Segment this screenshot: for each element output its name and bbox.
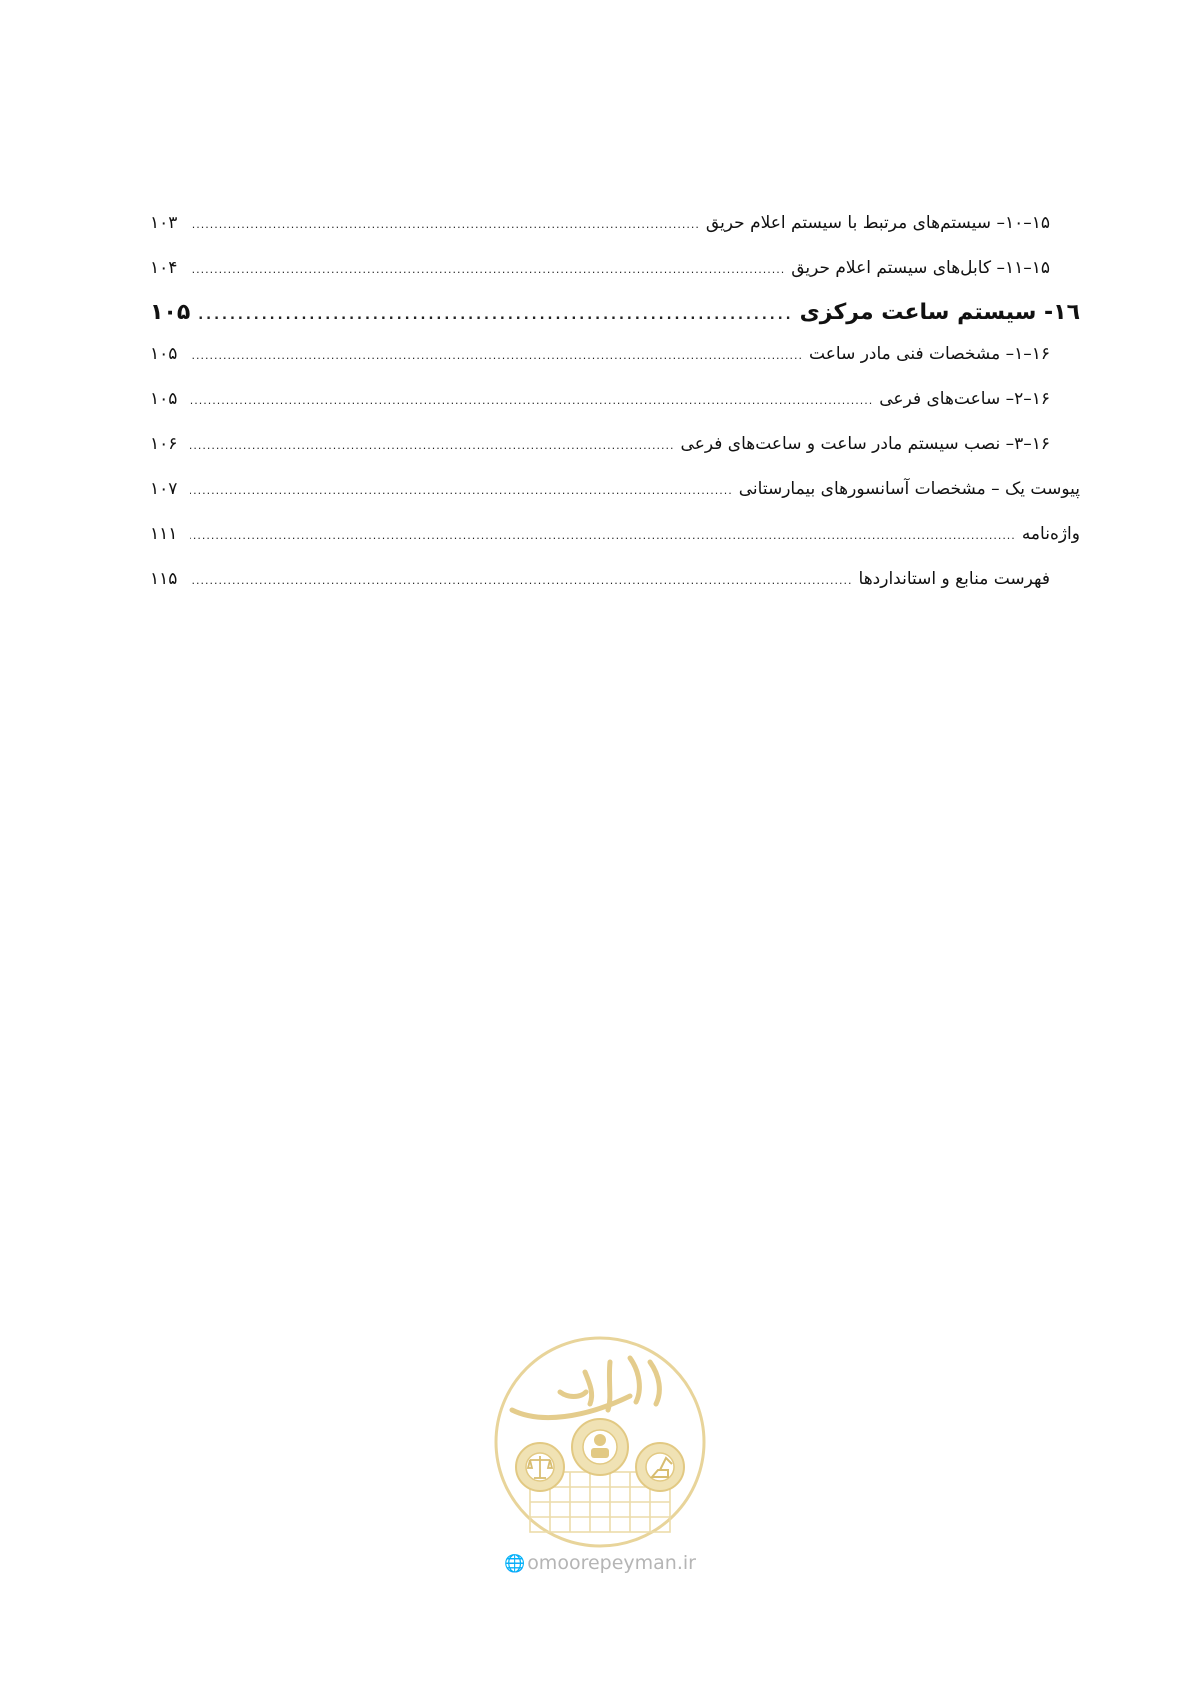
watermark-site: 🌐 omoorepeyman.ir	[504, 1552, 696, 1574]
toc-entry-16-2[interactable]	[150, 388, 1080, 410]
toc-entry-title: فهرست منابع و استانداردها	[858, 569, 1050, 589]
watermark-logo	[490, 1332, 710, 1552]
toc-leader-dots	[190, 345, 803, 367]
toc-page-number: ۱۰۳	[150, 213, 178, 233]
toc-page-number: ۱۰۵	[150, 389, 178, 409]
toc-page-number: ۱۰۵	[150, 300, 191, 325]
toc-leader-dots	[190, 259, 785, 281]
toc-leader-dots	[190, 570, 853, 592]
toc-entry-title: ۱۶–۱– مشخصات فنی مادر ساعت	[809, 344, 1050, 364]
toc-entry-16-1[interactable]	[150, 343, 1080, 365]
toc-entry-glossary[interactable]	[150, 523, 1080, 545]
toc-entry-16-3[interactable]	[150, 433, 1080, 455]
toc-leader-dots	[196, 301, 793, 331]
calligraphy-mark	[512, 1358, 659, 1418]
toc-entry-title: ۱۵–۱۰– سیستم‌های مرتبط با سیستم اعلام حریق	[705, 213, 1050, 233]
toc-page-number: ۱۰۶	[150, 434, 178, 454]
toc-entry-title: پیوست یک – مشخصات آسانسورهای بیمارستانی	[738, 479, 1080, 499]
toc-entry-title: واژه‌نامه	[1021, 524, 1080, 544]
toc-entry-references[interactable]	[150, 568, 1080, 590]
toc-entry-15-10[interactable]	[150, 212, 1080, 234]
toc-page-number: ۱۱۵	[150, 569, 178, 589]
toc-page-number: ۱۰۴	[150, 258, 178, 278]
toc-entry-15-11[interactable]	[150, 257, 1080, 279]
toc-entry-16[interactable]	[150, 298, 1080, 328]
toc-leader-dots	[190, 435, 675, 457]
toc-leader-dots	[190, 480, 733, 502]
toc-page-number: ۱۰۷	[150, 479, 178, 499]
toc-entry-appendix-1[interactable]	[150, 478, 1080, 500]
toc-page-number: ۱۰۵	[150, 344, 178, 364]
table-of-contents	[150, 212, 1080, 613]
at-icon: 🌐	[504, 1554, 526, 1574]
toc-entry-title: ۱۵–۱۱– کابل‌های سیستم اعلام حریق	[791, 258, 1050, 278]
toc-leader-dots	[190, 390, 873, 412]
toc-entry-title: ۱۶–۳– نصب سیستم مادر ساعت و ساعت‌های فرعی	[680, 434, 1050, 454]
toc-entry-title: ١٦- سیستم ساعت مرکزی	[799, 300, 1080, 325]
toc-page-number: ۱۱۱	[150, 524, 178, 544]
toc-entry-title: ۱۶–۲– ساعت‌های فرعی	[879, 389, 1050, 409]
toc-leader-dots	[190, 525, 1016, 547]
toc-leader-dots	[190, 214, 700, 236]
